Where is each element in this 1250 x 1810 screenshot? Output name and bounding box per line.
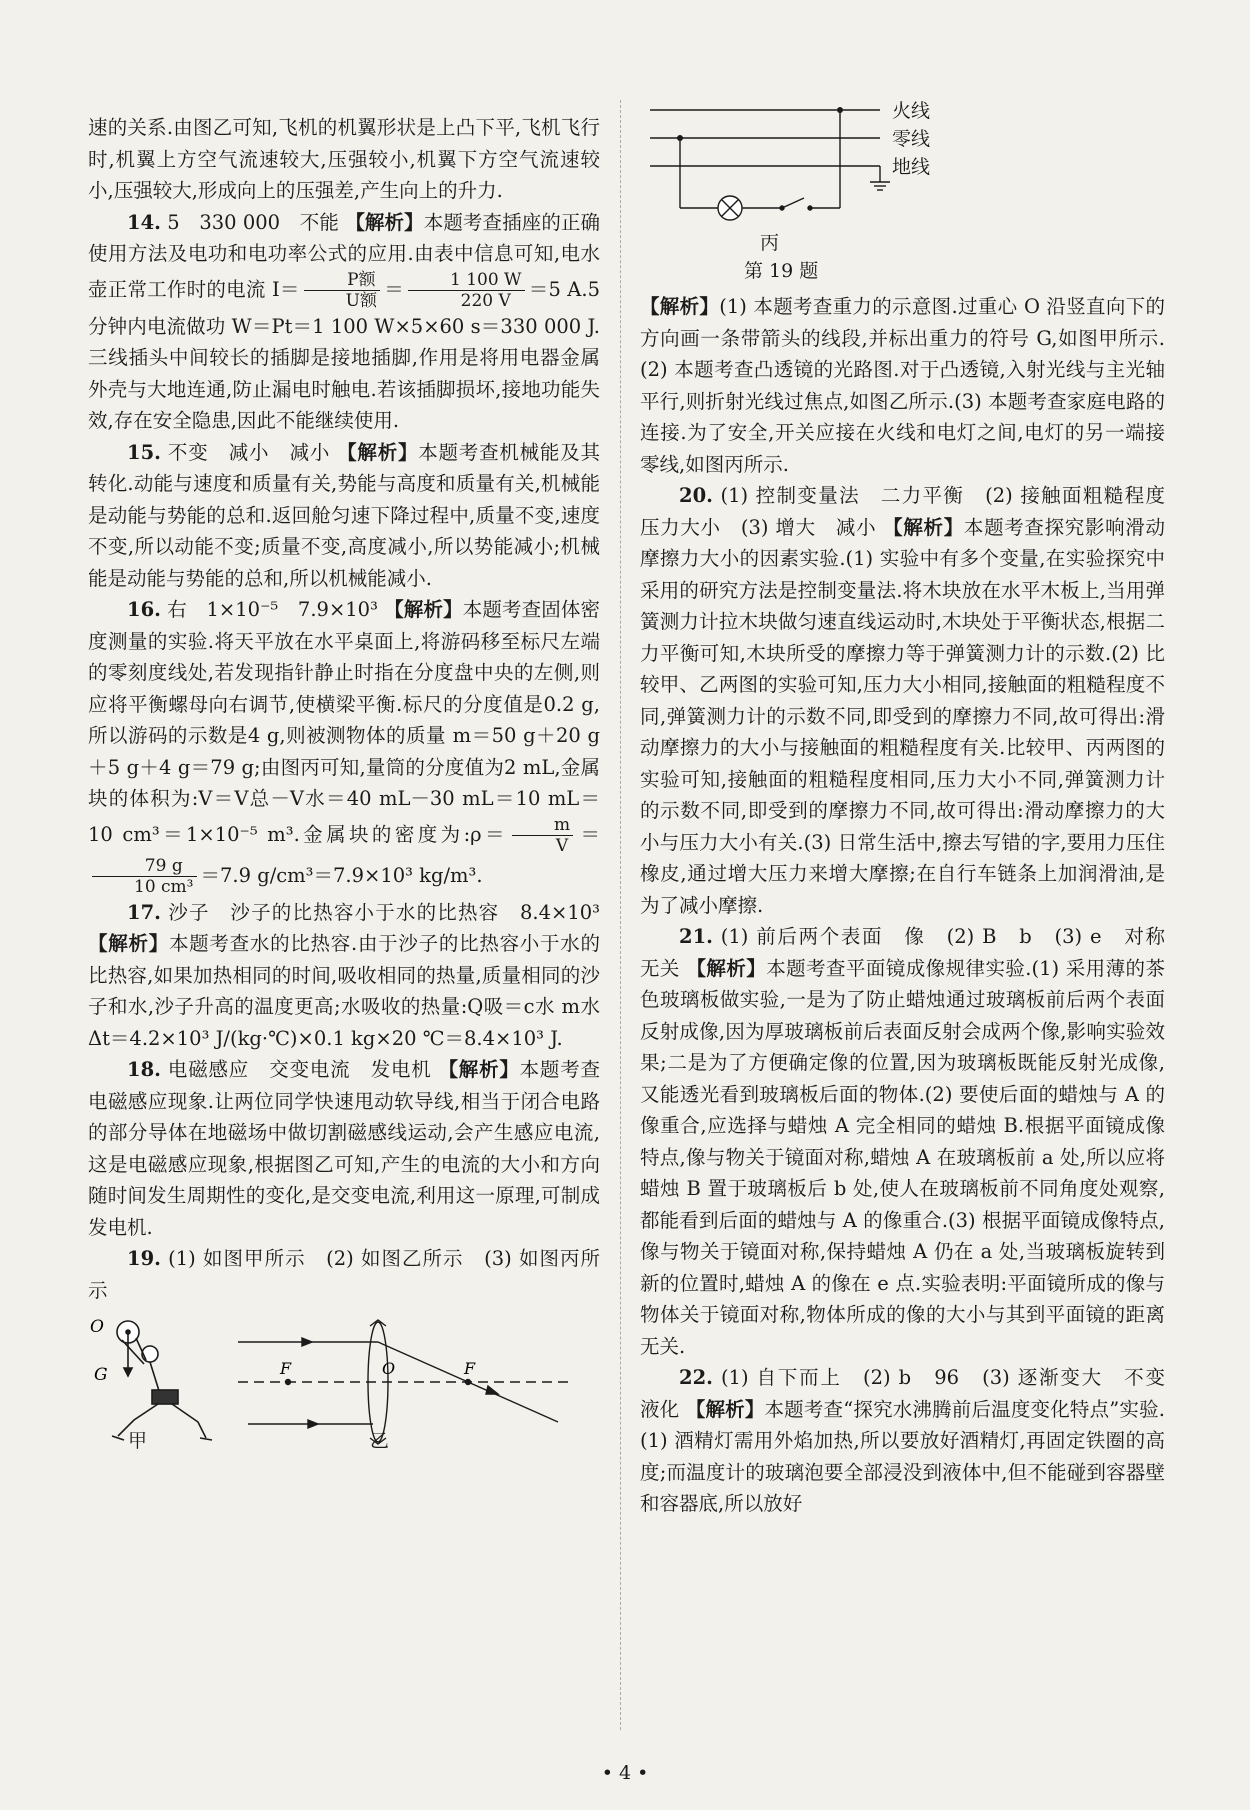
fraction-denominator: V [555, 835, 569, 856]
fraction-p-over-u [304, 270, 380, 311]
focal-point-right [466, 1380, 471, 1385]
column-divider [620, 100, 621, 1730]
answer-text: 不变 减小 减小 [167, 440, 331, 464]
label-point-g: G [94, 1365, 108, 1385]
analysis-tag: 【解析】 [384, 598, 463, 621]
question-number: 16. [127, 598, 161, 621]
question-number: 18. [127, 1058, 161, 1081]
answer-17 [88, 897, 600, 1055]
analysis-tag: 【解析】 [883, 515, 964, 539]
figure-19-jia-yi [88, 1312, 600, 1452]
figure-jia-person [112, 1321, 212, 1440]
fraction-denominator: 220 V [460, 290, 511, 311]
junction-fire [837, 107, 843, 113]
analysis-tag: 【解析】 [640, 295, 720, 318]
analysis-text: (1) 本题考查重力的示意图.过重心 O 沿竖直向下的方向画一条带箭头的线段,并标出重力的符号 G,如图甲所示.(2) 本题考查凸透镜的光路图.对于凸透镜,入射光线与主光轴平行,则折射光线过焦点,如图乙所示.(3) 本题考查家庭电路的连接.为了安全,开关应接在火线和电灯之间,电灯的另一端接零线,如图丙所示. [640, 295, 1165, 476]
label-focus-left: F [280, 1359, 292, 1378]
fraction-numerator: P额 [304, 270, 380, 291]
answer-15 [88, 437, 600, 595]
question-number: 22. [679, 1366, 713, 1389]
fraction-denominator: 10 cm³ [134, 876, 194, 897]
answer-text: (1) 前后两个表面 像 (2) B b (3) e 对称 无关 [640, 925, 1185, 980]
focal-point-left [286, 1380, 291, 1385]
answer-21 [640, 921, 1185, 1362]
analysis-text: 本题考查探究影响滑动摩擦力大小的因素实验.(1) 实验中有多个变量,在实验探究中采用的研究方法是控制变量法.将木块放在水平木板上,当用弹簧测力计拉木块做匀速直线运动时,木块处于平衡状态,根据二力平衡可知,木块所受的摩擦力等于弹簧测力计的示数.(2) 比较甲、乙两图的实验可知,压力大小相同,接触面的粗糙程度不同,弹簧测力计的示数不同,即受到的摩擦力不同,故可得出:滑动摩擦力的大小与接触面的粗糙程度有关.比较甲、丙两图的实验可知,接触面的粗糙程度相同,压力大小不同,弹簧测力计的示数不同,即受到的摩擦力不同,故可得出:滑动摩擦力的大小与压力大小有关.(3) 日常生活中,擦去写错的字,要用力压住橡皮,通过增大压力来增大摩擦;在自行车链条上加润滑油,是为了减小摩擦. [640, 515, 1165, 917]
analysis-tag: 【解析】 [686, 956, 767, 980]
fraction-denominator: U额 [345, 290, 377, 311]
answer-14 [88, 207, 600, 437]
incident-ray-arrow [302, 1338, 312, 1346]
analysis-tag: 【解析】 [685, 1397, 765, 1421]
analysis-text: 本题考查平面镜成像规律实验.(1) 采用薄的茶色玻璃板做实验,一是为了防止蜡烛通过玻璃板前后两个表面反射成像,因为厚玻璃板前后表面反射会成两个像,影响实验效果;二是为了方便确定像的位置,因为玻璃板既能反射光成像,又能透光看到玻璃板后面的物体.(2) 要使后面的蜡烛与 A 的像重合,应选择与蜡烛 A 完全相同的蜡烛 B.根据平面镜成像特点,像与物关于镜面对称,蜡烛 A 在玻璃板前 a 处,所以应将蜡烛 B 置于玻璃板后 b 处,使人在玻璃板前不同角度处观察,都能看到后面的蜡烛与 A 的像重合.(3) 根据平面镜成像特点,像与物关于镜面对称,保持蜡烛 A 仍在 a 处,当玻璃板旋转到新的位置时,蜡烛 A 的像在 e 点.实验表明:平面镜所成的像与物体关于镜面对称,物体所成的像的大小与其到平面镜的距离无关. [640, 956, 1165, 1358]
analysis-tag: 【解析】 [88, 932, 169, 955]
label-fire-line: 火线 [892, 100, 931, 122]
figure-19-svg [88, 1312, 600, 1452]
person-feet [112, 1436, 212, 1440]
figure-label-bing: 丙 [760, 232, 780, 254]
answer-text: 5 330 000 不能 [167, 210, 339, 234]
analysis-text: 本题考查插座的正确使用方法及电功和电功率公式的应用.由表中信息可知,电水壶正常工作时的电流 I＝ [88, 210, 601, 301]
label-point-o: O [90, 1317, 104, 1337]
label-focus-right: F [464, 1359, 476, 1378]
fraction-numerator: 79 g [92, 856, 197, 877]
answer-text: (1) 控制变量法 二力平衡 (2) 接触面粗糙程度 压力大小 (3) 增大 减小 [640, 484, 1185, 539]
left-column [88, 112, 600, 1452]
paragraph-continued: 速的关系.由图乙可知,飞机的机翼形状是上凸下平,飞机飞行时,机翼上方空气流速较大,压强较小,机翼下方空气流速较小,压强较大,形成向上的压强差,产生向上的升力. [88, 116, 600, 202]
figure-label-jia: 甲 [128, 1430, 148, 1452]
fraction-m-over-v [512, 815, 573, 856]
fraction-numerator: m [512, 815, 573, 836]
analysis-text: 本题考查机械能及其转化.动能与速度和质量有关,势能与高度和质量有关,机械能是动能与势能的总和.返回舱匀速下降过程中,质量不变,速度不变,所以动能不变;质量不变,高度减小,所以势能减小;机械能是动能与势能的总和,所以机械能减小. [88, 440, 600, 590]
analysis-19 [640, 291, 1165, 480]
switch-lever [782, 198, 804, 208]
answer-text: 沙子 沙子的比热容小于水的比热容 8.4×10³ [168, 900, 600, 924]
question-number: 15. [127, 440, 161, 464]
equals-sign: ＝ [384, 277, 404, 301]
answer-20 [640, 480, 1185, 921]
answer-text: 右 1×10⁻⁵ 7.9×10³ [167, 598, 378, 621]
analysis-text: 本题考查电磁感应现象.让两位同学快速甩动软导线,相当于闭合电路的部分导体在地磁场中做切割磁感线运动,会产生感应电流,这是电磁感应现象,根据图乙可知,产生的电流的大小和方向随时间发生周期性的变化,是交变电流,利用这一原理,可制成发电机. [88, 1058, 600, 1239]
right-column [640, 92, 1185, 1520]
analysis-text: 本题考查“探究水沸腾前后温度变化特点”实验.(1) 酒精灯需用外焰加热,所以要放好酒精灯,再固定铁圈的高度;而温度计的玻璃泡要全部浸没到液体中,但不能碰到容器壁和容器底,所以放好 [640, 1397, 1165, 1515]
analysis-text: ＝7.9 g/cm³＝7.9×10³ kg/m³. [200, 863, 483, 887]
answer-22 [640, 1362, 1185, 1520]
figure-yi-lens [238, 1320, 568, 1444]
answer-19 [88, 1243, 600, 1306]
figure-19-bing [640, 86, 1165, 291]
fraction-watt-over-volt [408, 270, 525, 311]
question-number: 14. [127, 210, 161, 234]
question-number: 17. [127, 900, 161, 924]
analysis-tag: 【解析】 [337, 440, 419, 464]
answer-text: (1) 自下而上 (2) b 96 (3) 逐渐变大 不变 液化 [640, 1366, 1185, 1421]
answer-18 [88, 1054, 600, 1243]
analysis-text: ＝5 A.5分钟内电流做功 W＝Pt＝1 100 W×5×60 s＝330 000 J.三线插头中间较长的插脚是接地插脚,作用是将用电器金属外壳与大地连通,防止漏电时触电.若该插脚损坏,接地功能失效,存在安全隐患,因此不能继续使用. [88, 277, 600, 432]
analysis-tag: 【解析】 [438, 1058, 520, 1081]
figure-caption: 第 19 题 [744, 260, 819, 282]
junction-zero [677, 135, 683, 141]
equals-sign: ＝ [577, 822, 600, 846]
label-ground-line: 地线 [892, 156, 931, 178]
analysis-tag: 【解析】 [345, 210, 424, 234]
fraction-numerator: 1 100 W [408, 270, 525, 291]
gravity-arrow-head [124, 1368, 132, 1376]
question-number: 21. [679, 925, 713, 948]
question-number: 19. [127, 1247, 161, 1270]
refracted-ray-arrow [486, 1386, 498, 1394]
answer-16 [88, 594, 600, 897]
analysis-text: 本题考查固体密度测量的实验.将天平放在水平桌面上,将游码移至标尺左端的零刻度线处,若发现指针静止时指在分度盘中央的左侧,则应将平衡螺母向右调节,使横梁平衡.标尺的分度值是0.2 g,所以游码的示数是4 g,则被测物体的质量 m＝50 g＋20 g＋5 g＋4 g＝79 g;由图丙可知,量筒的分度值为2 mL,金属块的体积为:V＝V总－V水＝40 mL－30 mL＝10 mL＝10 cm³＝1×10⁻⁵ m³.金属块的密度为:ρ＝ [88, 598, 600, 846]
person-shorts [152, 1390, 178, 1404]
answer-text: 电磁感应 交变电流 发电机 [167, 1058, 432, 1081]
person-head [142, 1346, 158, 1362]
figure-label-yi: 乙 [370, 1430, 390, 1452]
question-number: 20. [679, 484, 713, 507]
fraction-grams-over-cm3 [92, 856, 197, 897]
page-number: • 4 • [601, 1762, 649, 1784]
label-zero-line: 零线 [892, 128, 931, 150]
second-ray-arrow [308, 1420, 318, 1428]
answer-text: (1) 如图甲所示 (2) 如图乙所示 (3) 如图丙所示 [88, 1247, 601, 1302]
label-lens-center: O [382, 1359, 396, 1378]
analysis-text: 本题考查水的比热容.由于沙子的比热容小于水的比热容,如果加热相同的时间,吸收相同的热量,质量相同的沙子和水,沙子升高的温度更高;水吸收的热量:Q吸＝c水 m水 Δt＝4.2×10³ J/(kg·℃)×0.1 kg×20 ℃＝8.4×10³ J. [88, 932, 600, 1050]
